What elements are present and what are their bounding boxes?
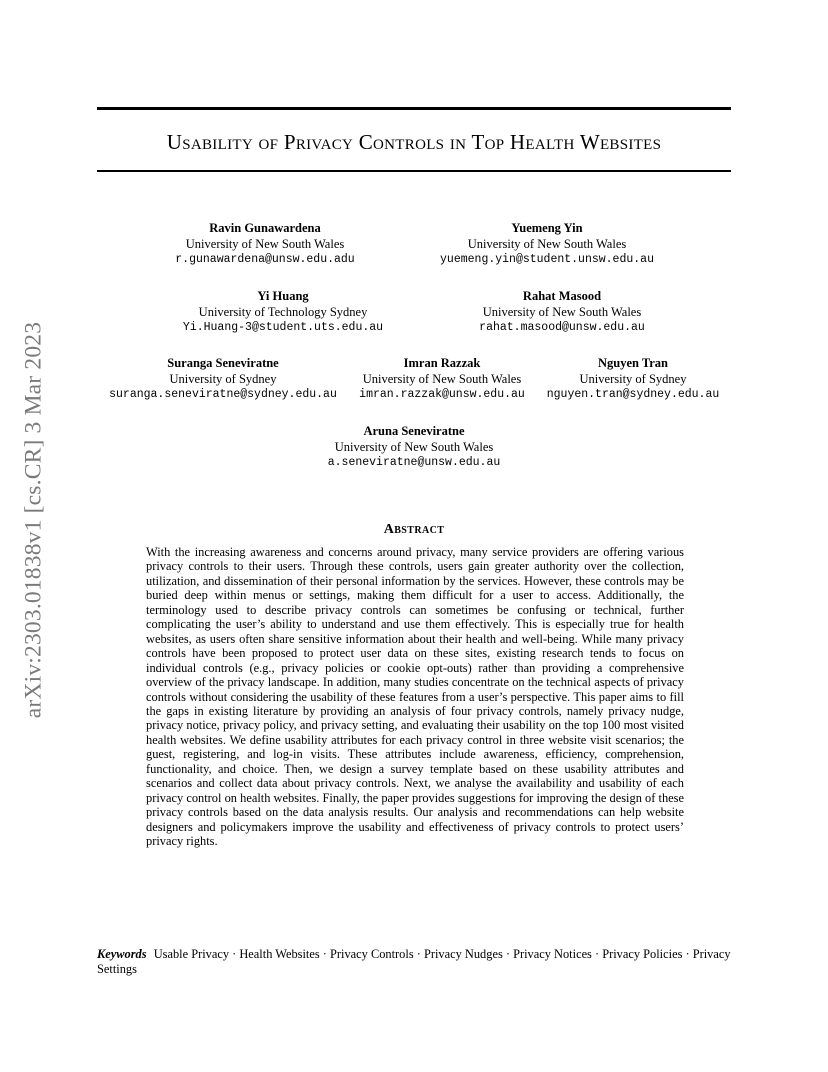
paper-title: Usability of Privacy Controls in Top Health Websites <box>166 130 662 154</box>
keywords-label: Keywords <box>97 947 147 961</box>
author-affiliation: University of New South Wales <box>334 439 494 454</box>
author-name: Yuemeng Yin <box>511 221 583 235</box>
author-name: Aruna Seneviratne <box>363 424 465 438</box>
author-affiliation: University of New South Wales <box>185 236 345 251</box>
author-affiliation: University of New South Wales <box>467 236 627 251</box>
abstract-text: With the increasing awareness and concerns around privacy, many service providers are offering various privacy controls to their users. Through these controls, users gain greater authority over the collection, utilization, and dissemination of their personal information by the services. However, these controls may be buried deep within menus or settings, making them difficult for a user to access. Additionally, the terminology used to describe privacy controls can sometimes be confusing or technical, further complicating the user’s ability to understand and use them effectively. This is especially true for health websites, as users often share sensitive information about their health and well-being. While many privacy controls have been proposed to protect user data on these sites, existing research tends to focus on individual controls (e.g., privacy policies or cookie opt-outs) rather than providing a comprehensive overview of the privacy landscape. In addition, many studies concentrate on the technical aspects of privacy controls without considering the usability of these features from a user’s perspective. This paper aims to fill the gaps in existing literature by providing an analysis of four privacy controls, namely privacy nudge, privacy notice, privacy policy, and privacy setting, and evaluating their usability on the top 100 most visited health websites. We define usability attributes for each privacy control in three website visit scenarios; the guest, registering, and log-in visits. These attributes include awareness, efficiency, comprehension, functionality, and choice. Then, we design a survey template based on these usability attributes and scenarios and collect data about privacy controls. Next, we analyse the availability and usability of each privacy control on health websites. Finally, the paper provides suggestions for improving the design of these privacy controls based on the data analysis results. Our analysis and recommendations can help website designers and policymakers improve the usability and effectiveness of privacy controls to protect users’ privacy rights. <box>146 545 684 849</box>
author-block <box>479 289 645 336</box>
author-block <box>547 356 720 403</box>
title-rule-top <box>97 107 731 110</box>
keywords-section <box>97 947 733 977</box>
author-block <box>328 424 501 471</box>
author-block <box>359 356 525 403</box>
author-email[interactable]: a.seneviratne@unsw.edu.au <box>327 456 501 469</box>
author-email[interactable]: rahat.masood@unsw.edu.au <box>479 321 645 334</box>
author-name: Yi Huang <box>257 289 309 303</box>
author-name: Rahat Masood <box>522 289 602 303</box>
author-email[interactable]: yuemeng.yin@student.unsw.edu.au <box>440 253 654 266</box>
author-email[interactable]: r.gunawardena@unsw.edu.adu <box>175 253 355 266</box>
arxiv-identifier-stamp: arXiv:2303.01838v1 [cs.CR] 3 Mar 2023 <box>20 321 47 719</box>
author-name: Imran Razzak <box>403 356 481 370</box>
abstract-heading: Abstract <box>383 522 445 537</box>
author-name: Suranga Seneviratne <box>167 356 279 370</box>
author-block <box>109 356 337 403</box>
author-block <box>440 221 654 268</box>
author-affiliation: University of Technology Sydney <box>198 304 368 319</box>
author-email[interactable]: imran.razzak@unsw.edu.au <box>359 388 525 401</box>
author-block <box>175 221 354 268</box>
author-affiliation: University of New South Wales <box>482 304 642 319</box>
author-affiliation: University of New South Wales <box>362 371 522 386</box>
author-affiliation: University of Sydney <box>579 371 687 386</box>
author-email[interactable]: nguyen.tran@sydney.edu.au <box>546 388 720 401</box>
author-block <box>183 289 383 336</box>
author-affiliation: University of Sydney <box>169 371 277 386</box>
author-name: Nguyen Tran <box>597 356 669 370</box>
title-rule-bottom <box>97 170 731 172</box>
keywords-list: Usable Privacy · Health Websites · Privacy Controls · Privacy Nudges · Privacy Notices · Privacy Policies · Privacy Settings <box>97 947 731 976</box>
author-email[interactable]: suranga.seneviratne@sydney.edu.au <box>109 388 337 401</box>
author-email[interactable]: Yi.Huang-3@student.uts.edu.au <box>182 321 384 334</box>
author-name: Ravin Gunawardena <box>209 221 321 235</box>
